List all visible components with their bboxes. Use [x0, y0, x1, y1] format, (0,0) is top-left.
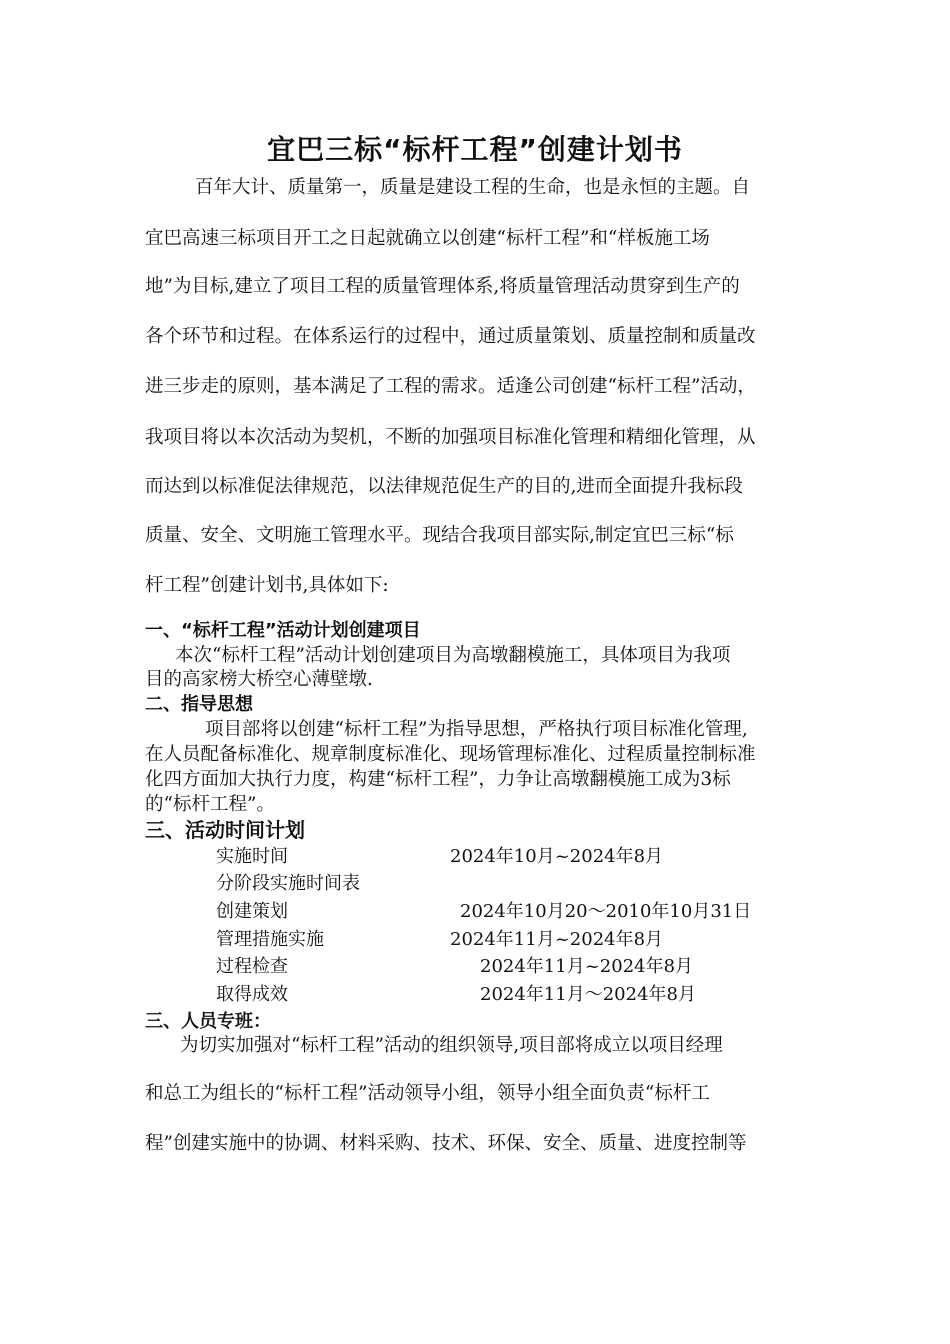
intro-line: 而达到以标准促法律规范，以法律规范促生产的目的,进而全面提升我标段: [145, 476, 743, 497]
intro-line: 地”为目标,建立了项目工程的质量管理体系,将质量管理活动贯穿到生产的: [145, 276, 740, 297]
section-line: 本次“标杆工程”活动计划创建项目为高墩翻模施工，具体项目为我项: [175, 645, 731, 666]
schedule-value: 2024年10月~2024年8月: [450, 846, 664, 867]
schedule-label: 分阶段实施时间表: [216, 873, 360, 894]
schedule-value: 2024年10月20～2010年10月31日: [460, 901, 752, 922]
section-line: 和总工为组长的“标杆工程”活动领导小组，领导小组全面负责“标杆工: [145, 1083, 710, 1104]
intro-line: 杆工程”创建计划书,具体如下:: [145, 575, 389, 596]
schedule-label: 过程检查: [216, 956, 288, 977]
intro-line: 宜巴高速三标项目开工之日起就确立以创建“标杆工程”和“样板施工场: [145, 228, 710, 249]
schedule-value: 2024年11月~2024年8月: [450, 929, 664, 950]
section-line: 项目部将以创建“标杆工程”为指导思想，严格执行项目标准化管理,: [205, 719, 748, 740]
document-title: 宜巴三标“标杆工程”创建计划书: [267, 133, 683, 166]
section-line: 目的高家榜大桥空心薄壁墩.: [145, 669, 373, 690]
intro-line: 百年大计、质量第一，质量是建设工程的生命，也是永恒的主题。自: [195, 177, 751, 198]
section-line: 在人员配备标准化、规章制度标准化、现场管理标准化、过程质量控制标准: [145, 744, 756, 765]
section-heading: 一、“标杆工程”活动计划创建项目: [145, 620, 421, 641]
section-heading: 三、活动时间计划: [145, 818, 305, 842]
schedule-value: 2024年11月~2024年8月: [480, 956, 694, 977]
intro-line: 我项目将以本次活动为契机，不断的加强项目标准化管理和精细化管理，从: [145, 427, 756, 448]
intro-line: 进三步走的原则，基本满足了工程的需求。适逢公司创建“标杆工程”活动，: [145, 376, 756, 397]
intro-line: 各个环节和过程。在体系运行的过程中，通过质量策划、质量控制和质量改: [145, 326, 756, 347]
schedule-label: 管理措施实施: [216, 929, 324, 950]
section-line: 程”创建实施中的协调、材料采购、技术、环保、安全、质量、进度控制等: [145, 1133, 747, 1154]
section-heading: 二、指导思想: [145, 694, 253, 715]
schedule-value: 2024年11月～2024年8月: [480, 984, 696, 1005]
schedule-label: 取得成效: [216, 984, 288, 1005]
section-line: 为切实加强对“标杆工程”活动的组织领导,项目部将成立以项目经理: [180, 1035, 723, 1056]
section-heading: 三、人员专班：: [145, 1011, 271, 1032]
section-line: 化四方面加大执行力度，构建“标杆工程”，力争让高墩翻模施工成为3标: [145, 769, 731, 790]
schedule-label: 创建策划: [216, 901, 288, 922]
schedule-label: 实施时间: [216, 846, 288, 867]
intro-line: 质量、安全、文明施工管理水平。现结合我项目部实际,制定宜巴三标“标: [145, 525, 734, 546]
section-line: 的“标杆工程”。: [145, 794, 275, 815]
